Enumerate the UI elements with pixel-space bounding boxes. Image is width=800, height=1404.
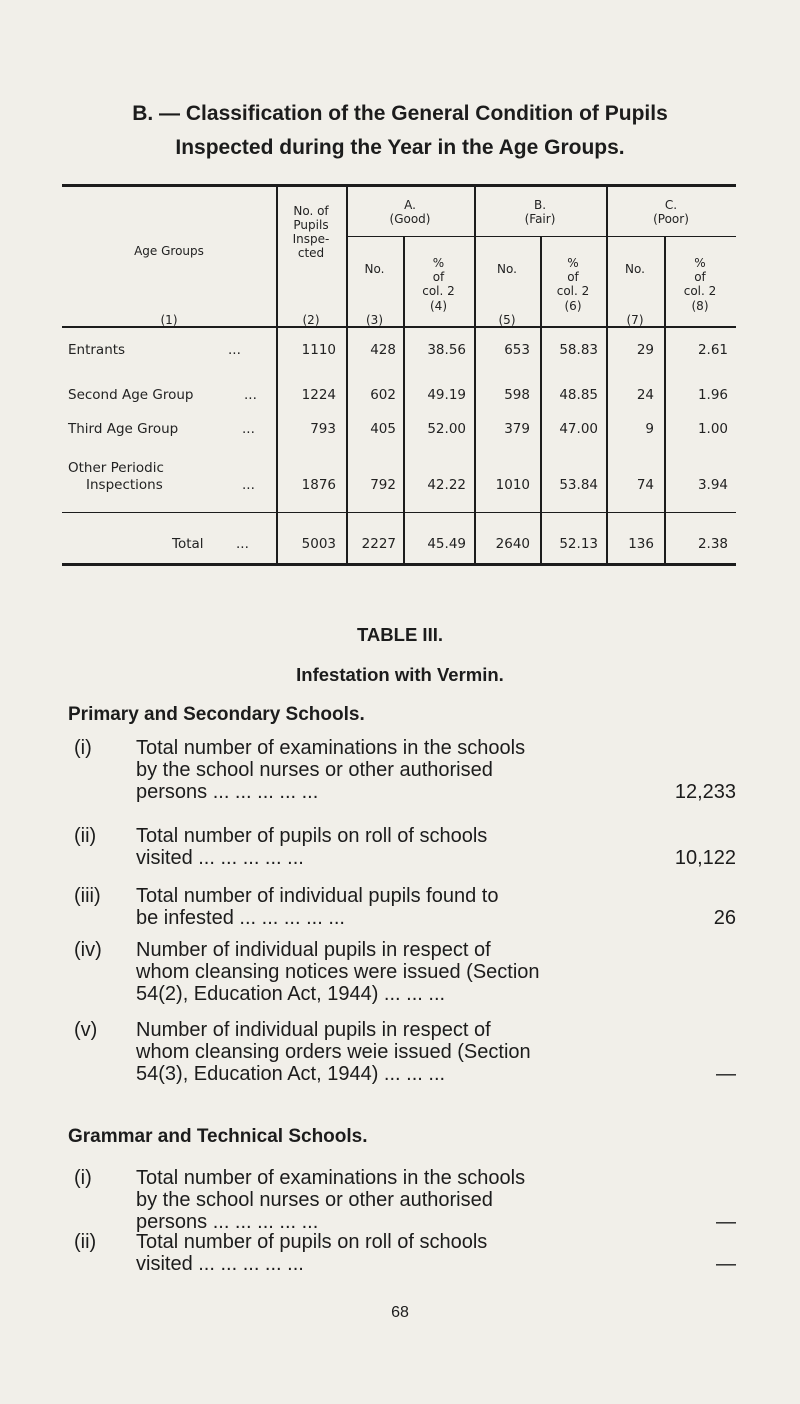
header-pct: col. 2	[422, 284, 455, 298]
item-numeral: (i)	[74, 737, 92, 759]
header-col-number: (2)	[302, 313, 320, 327]
row-label: Second Age Group	[68, 387, 194, 403]
grammar-heading: Grammar and Technical Schools.	[68, 1126, 368, 1147]
table-cell: 49.19	[427, 387, 466, 403]
header-col-number: (4)	[430, 299, 447, 313]
total-cell: 136	[628, 536, 654, 552]
header-no: No.	[625, 262, 645, 276]
table-cell: 379	[504, 421, 530, 437]
header-pupils-line: No. of	[293, 204, 329, 218]
item-text-line: Total number of pupils on roll of schools	[136, 1231, 488, 1253]
table-cell: 47.00	[559, 421, 598, 437]
header-age-groups: Age Groups	[134, 244, 204, 258]
table-cell: 602	[370, 387, 396, 403]
item-text-line: by the school nurses or other authorised	[136, 759, 493, 781]
table-cell: 1010	[495, 477, 530, 493]
total-cell: 45.49	[427, 536, 466, 552]
item-numeral: (i)	[74, 1167, 92, 1189]
table-bottom-rule	[62, 563, 736, 566]
table-cell: 9	[645, 421, 654, 437]
header-group-name: (Poor)	[653, 212, 689, 226]
total-cell: 52.13	[559, 536, 598, 552]
header-pct: of	[567, 270, 579, 284]
item-value: 12,233	[674, 781, 736, 803]
header-pupils-line: cted	[297, 246, 325, 260]
item-value: —	[716, 1211, 736, 1233]
row-label-dots: ...	[244, 387, 257, 403]
section-title-line2: Inspected during the Year in the Age Groups.	[175, 136, 625, 159]
header-pct: %	[567, 256, 579, 270]
item-numeral: (iii)	[74, 885, 101, 907]
row-label-dots: ...	[228, 342, 241, 358]
row-label-dots: ...	[242, 477, 255, 493]
total-label: Total	[172, 536, 204, 552]
item-text-line: 54(2), Education Act, 1944) ... ... ...	[136, 983, 446, 1005]
page-number: 68	[391, 1304, 409, 1321]
header-col-number: (1)	[160, 313, 178, 327]
table-cell: 2.61	[697, 342, 728, 358]
item-numeral: (iv)	[74, 939, 102, 961]
table-cell: 1876	[301, 477, 336, 493]
header-col-number: (5)	[498, 313, 516, 327]
total-cell: 2640	[495, 536, 530, 552]
header-pct: of	[694, 270, 706, 284]
table-cell: 58.83	[559, 342, 598, 358]
table-cell: 42.22	[427, 477, 466, 493]
table-iii-title: TABLE III.	[357, 624, 443, 645]
header-group-letter: C.	[664, 198, 678, 212]
header-no: No.	[364, 262, 385, 276]
item-text-line: Total number of examinations in the schools	[136, 737, 526, 759]
header-group-letter: B.	[533, 198, 547, 212]
header-group-name: (Good)	[389, 212, 431, 226]
item-text-line: visited ... ... ... ... ...	[136, 847, 304, 869]
item-text-line: whom cleansing notices were issued (Section	[136, 961, 540, 983]
row-label: Third Age Group	[68, 421, 179, 437]
table-cell: 792	[370, 477, 396, 493]
item-numeral: (ii)	[74, 825, 97, 847]
header-col-number: (7)	[626, 313, 644, 327]
item-text-line: Total number of examinations in the schools	[136, 1167, 526, 1189]
section-title-line1: B. — Classification of the General Condition of Pupils	[132, 102, 668, 125]
item-text-line: be infested ... ... ... ... ...	[136, 907, 345, 929]
item-text-line: Total number of pupils on roll of schools	[136, 825, 488, 847]
item-text-line: whom cleansing orders weie issued (Section	[136, 1041, 531, 1063]
total-cell: 2227	[361, 536, 396, 552]
header-pct: %	[694, 256, 706, 270]
table-cell: 405	[370, 421, 396, 437]
total-cell: 5003	[301, 536, 336, 552]
row-label: Entrants	[68, 342, 126, 358]
header-no: No.	[497, 262, 517, 276]
total-top-rule	[62, 512, 736, 513]
item-value: 10,122	[674, 847, 736, 869]
total-label-dots: ...	[236, 536, 249, 552]
item-numeral: (v)	[74, 1019, 98, 1041]
header-pct: of	[432, 270, 445, 284]
item-text-line: persons ... ... ... ... ...	[136, 781, 319, 803]
header-pct: col. 2	[683, 284, 717, 298]
row-label: Inspections	[86, 477, 163, 493]
table-cell: 74	[636, 477, 654, 493]
header-pupils-line: Inspe-	[292, 232, 330, 246]
header-pct: col. 2	[556, 284, 590, 298]
header-pct: %	[432, 256, 445, 270]
header-pupils-line: Pupils	[293, 218, 329, 232]
item-numeral: (ii)	[74, 1231, 97, 1253]
header-col-number: (8)	[691, 299, 709, 313]
table-cell: 53.84	[559, 477, 598, 493]
table-cell: 598	[504, 387, 530, 403]
table-cell: 24	[636, 387, 654, 403]
header-group-letter: A.	[404, 198, 416, 212]
table-cell: 1224	[301, 387, 336, 403]
row-label: Other Periodic	[68, 460, 164, 476]
primary-heading: Primary and Secondary Schools.	[68, 704, 365, 725]
table-iii-subtitle: Infestation with Vermin.	[296, 664, 504, 685]
col-divider	[474, 187, 476, 563]
item-text-line: 54(3), Education Act, 1944) ... ... ...	[136, 1063, 446, 1085]
table-cell: 428	[370, 342, 396, 358]
col-divider	[346, 187, 348, 563]
table-cell: 52.00	[427, 421, 466, 437]
item-value: —	[716, 1063, 736, 1085]
header-col-number: (3)	[366, 313, 383, 327]
item-value: —	[716, 1253, 736, 1275]
item-text-line: visited ... ... ... ... ...	[136, 1253, 304, 1275]
item-text-line: Number of individual pupils in respect of	[136, 1019, 491, 1041]
item-text-line: Number of individual pupils in respect of	[136, 939, 491, 961]
item-value: 26	[713, 907, 736, 929]
table-cell: 29	[636, 342, 654, 358]
table-cell: 1.96	[697, 387, 728, 403]
table-cell: 3.94	[697, 477, 728, 493]
table-cell: 48.85	[559, 387, 598, 403]
table-cell: 1.00	[697, 421, 728, 437]
row-label-dots: ...	[242, 421, 255, 437]
item-text-line: persons ... ... ... ... ...	[136, 1211, 319, 1233]
table-top-rule	[62, 184, 736, 187]
total-cell: 2.38	[697, 536, 728, 552]
item-text-line: by the school nurses or other authorised	[136, 1189, 493, 1211]
col-divider	[606, 187, 608, 563]
table-cell: 1110	[301, 342, 336, 358]
table-cell: 653	[504, 342, 530, 358]
item-text-line: Total number of individual pupils found to	[136, 885, 499, 907]
table-cell: 38.56	[427, 342, 466, 358]
header-col-number: (6)	[564, 299, 582, 313]
header-group-name: (Fair)	[524, 212, 556, 226]
table-cell: 793	[310, 421, 336, 437]
